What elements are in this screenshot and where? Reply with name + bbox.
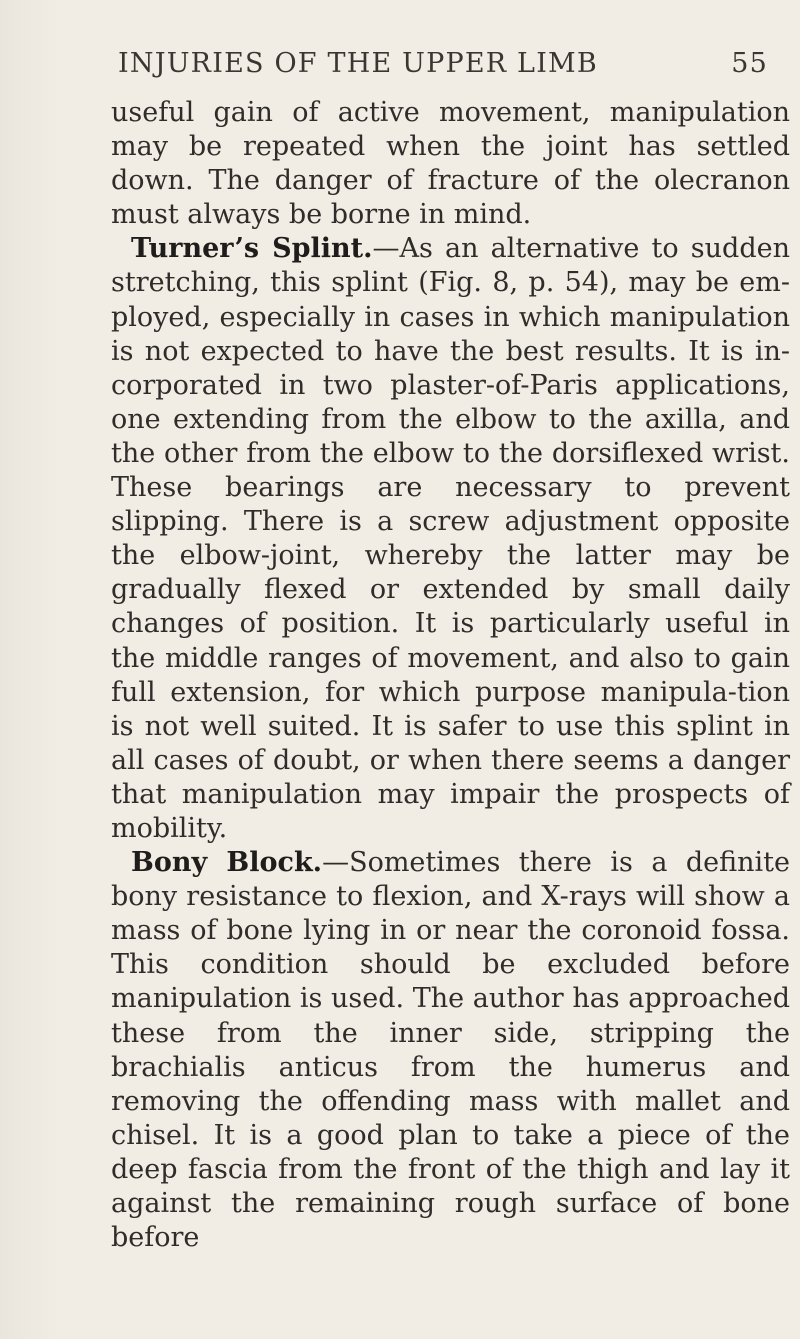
section-heading-turners-splint: Turner’s Splint. [131, 233, 373, 265]
paragraph-continuation [111, 96, 790, 232]
paragraph-turners-splint [111, 232, 790, 846]
paragraph-text: —As an alternative to sudden stretching, this splint (Fig. 8, p. 54), may be em-ployed, especially in cases in which manipulation is not expected to have the best results. It is in-corporated in two plaster-of-Paris applications, one extending from the elbow to the axilla, and the other from the elbow to the dorsiflexed wrist. These bearings are necessary to prevent slipping. There is a screw adjustment opposite the elbow-joint, whereby the latter may be gradually flexed or extended by small daily changes of position. It is particularly useful in the middle ranges of movement, and also to gain full extension, for which purpose manipula-tion is not well suited. It is safer to use this splint in all cases of doubt, or when there seems a danger that manipulation may impair the prospects of mobility. [111, 233, 790, 844]
paragraph-bony-block [111, 846, 790, 1255]
page-number: 55 [731, 48, 768, 79]
body-text [111, 96, 790, 1255]
running-head-title: INJURIES OF THE UPPER LIMB [118, 48, 598, 79]
paragraph-text: —Sometimes there is a definite bony resistance to flexion, and X-rays will show a mass of bone lying in or near the coronoid fossa. This condition should be excluded before manipulation is used. The author has approached these from the inner side, stripping the brachialis anticus from the humerus and removing the offending mass with mallet and chisel. It is a good plan to take a piece of the deep fascia from the front of the thigh and lay it against the remaining rough surface of bone before [111, 847, 791, 1254]
paragraph-text: useful gain of active movement, manipulation may be repeated when the joint has settled down. The danger of fracture of the olecranon must always be borne in mind. [111, 97, 790, 231]
section-heading-bony-block: Bony Block. [131, 847, 323, 879]
running-head [118, 40, 790, 80]
